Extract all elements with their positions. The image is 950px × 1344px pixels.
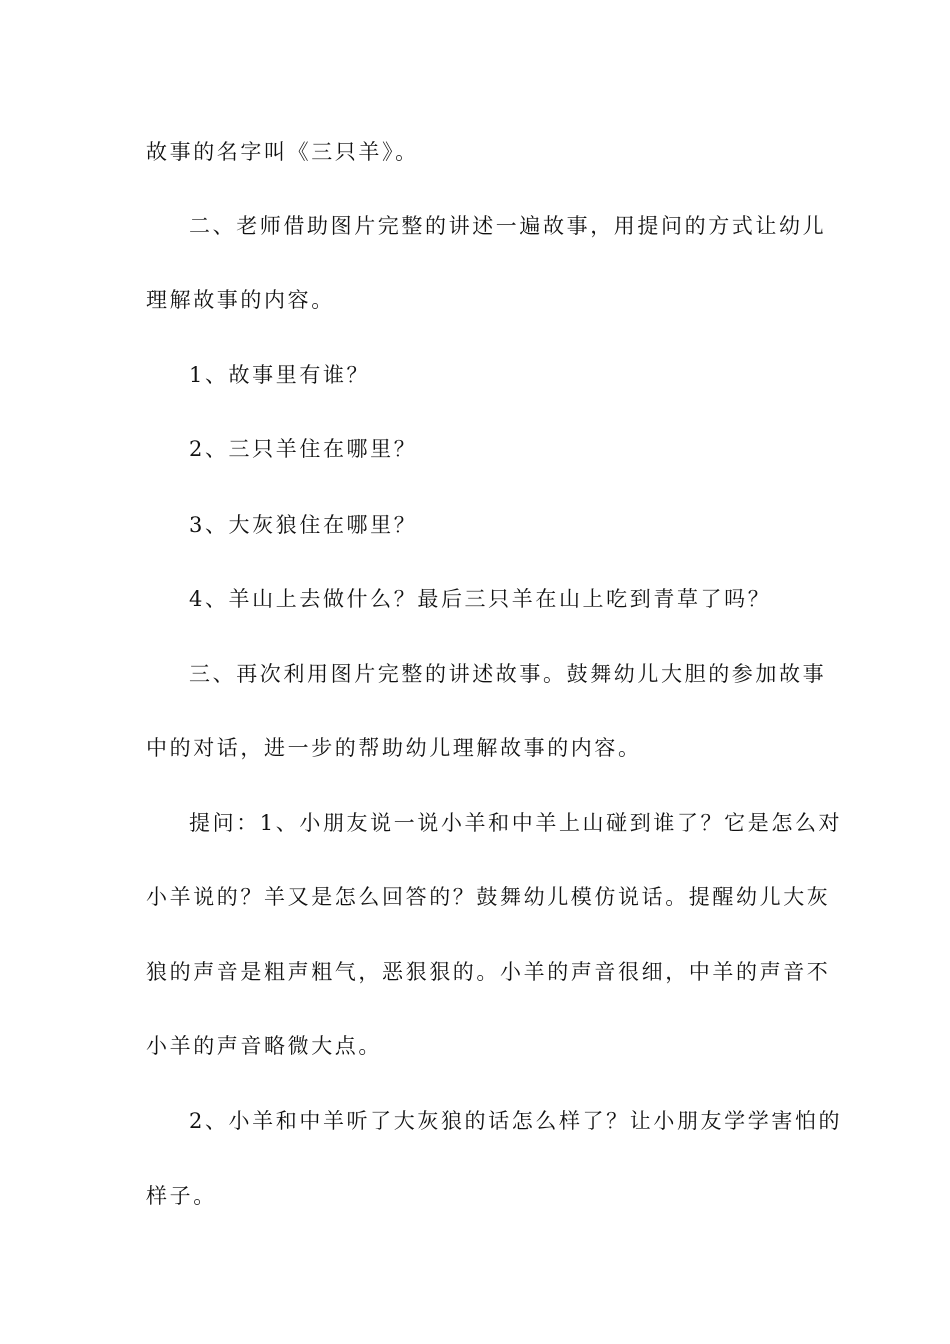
text-line: 小羊的声音略微大点。 — [146, 1034, 382, 1058]
text-line: 小羊说的？羊又是怎么回答的？鼓舞幼儿模仿说话。提醒幼儿大灰 — [146, 885, 831, 909]
paragraph-heading: 二、老师借助图片完整的讲述一遍故事，用提问的方式让幼儿 — [189, 214, 827, 238]
text-line: 中的对话，进一步的帮助幼儿理解故事的内容。 — [146, 736, 642, 760]
question-item: 提问：1、小朋友说一说小羊和中羊上山碰到谁了？它是怎么对 — [189, 811, 843, 835]
paragraph-heading: 三、再次利用图片完整的讲述故事。鼓舞幼儿大胆的参加故事 — [189, 662, 827, 686]
text-line: 狼的声音是粗声粗气，恶狠狠的。小羊的声音很细，中羊的声音不 — [146, 960, 831, 984]
question-item: 4、羊山上去做什么？最后三只羊在山上吃到青草了吗？ — [189, 587, 772, 611]
question-item: 1、故事里有谁？ — [189, 363, 371, 387]
text-line: 故事的名字叫《三只羊》。 — [146, 140, 419, 164]
text-line: 理解故事的内容。 — [146, 288, 335, 312]
question-item: 3、大灰狼住在哪里？ — [189, 513, 418, 537]
text-line: 样子。 — [146, 1184, 217, 1208]
question-item: 2、三只羊住在哪里？ — [189, 437, 418, 461]
question-item: 2、小羊和中羊听了大灰狼的话怎么样了？让小朋友学学害怕的 — [189, 1109, 843, 1133]
